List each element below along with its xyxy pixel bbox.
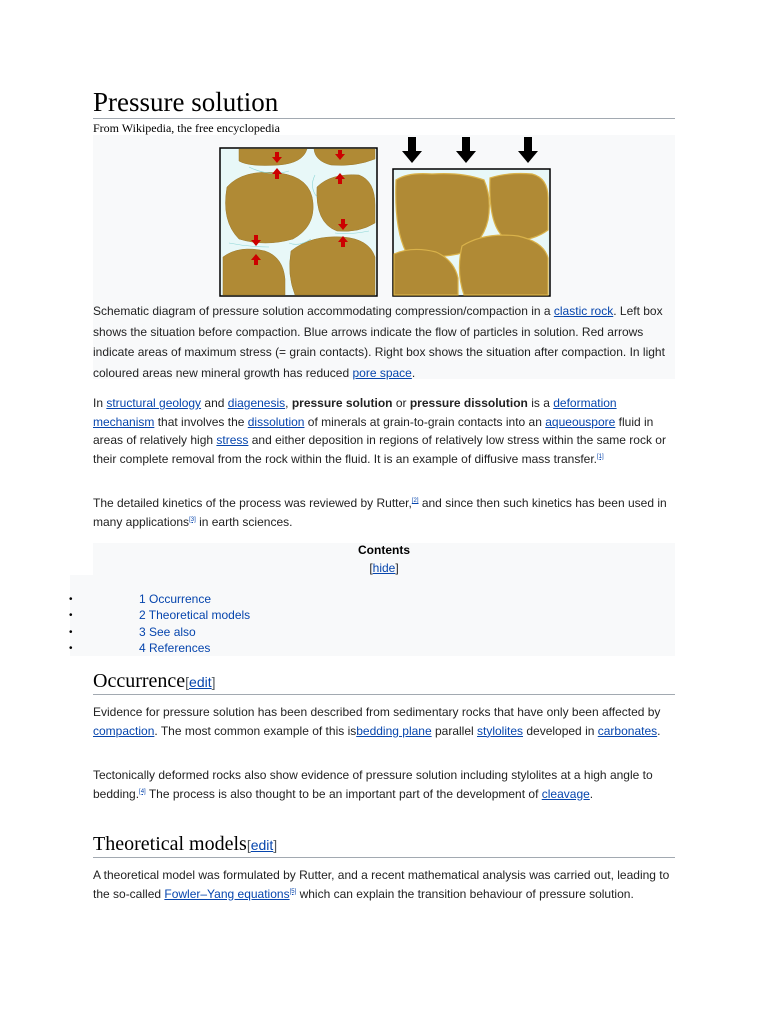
toc-background [70, 575, 93, 656]
figure-caption [93, 301, 681, 383]
grain [459, 235, 548, 295]
bullet-icon: • [69, 610, 73, 621]
link-cleavage[interactable]: cleavage [541, 786, 590, 801]
diagram-after [392, 168, 551, 297]
caption-text: . [411, 365, 416, 380]
term-pressure-dissolution: pressure dissolution [409, 396, 528, 410]
caption-text: Schematic diagram of pressure solution accommodating compression/compaction in a [93, 304, 554, 318]
load-arrow-down-icon [456, 137, 476, 163]
link-bedding-plane[interactable]: bedding plane [356, 723, 432, 738]
load-arrow-down-icon [402, 137, 422, 163]
toc-item-see-also[interactable]: 3 See also [139, 625, 196, 639]
ref-4[interactable]: [4] [139, 788, 146, 795]
diagram-before [219, 147, 378, 297]
link-clastic-rock[interactable]: clastic rock [553, 304, 614, 318]
intro-paragraph: In structural geology and diagenesis, pressure solution or pressure dissolution is a deformation mechanism that involves the dissolution of minerals at grain-to-grain contacts into an aqueouspore fluid in areas of relatively high stress and either deposition in regions of relatively low stress within the same rock or their complete removal from the rock within the fluid. It is an example of diffusive mass transfer.[1] [93, 396, 666, 466]
kinetics-paragraph: The detailed kinetics of the process was reviewed by Rutter,[2] and since then such kinetics has been used in many applications[3] in earth sciences. [93, 496, 667, 529]
toc-title: Contents [358, 543, 410, 557]
edit-link-theoretical-models[interactable]: edit [250, 837, 274, 853]
link-pore-space[interactable]: pore space [352, 365, 412, 380]
grain [290, 237, 375, 295]
occurrence-paragraph-1: Evidence for pressure solution has been described from sedimentary rocks that have only been affected by compaction. The most common example of this isbedding plane parallel stylolites developed in carbonates. [93, 705, 661, 738]
table-of-contents [93, 543, 675, 656]
models-paragraph: A theoretical model was formulated by Rutter, and a recent mathematical analysis was carried out, leading to the so-called Fowler–Yang equations[5] which can explain the transition behaviour of pressure solution. [93, 868, 670, 901]
link-fowler-yang-equations[interactable]: Fowler–Yang equations [164, 886, 290, 901]
link-diagenesis[interactable]: diagenesis [227, 396, 286, 410]
link-pore[interactable]: pore [591, 414, 616, 429]
edit-link-occurrence[interactable]: edit [189, 674, 212, 690]
heading-theoretical-models: Theoretical models[edit] [93, 832, 675, 858]
load-arrow-down-icon [518, 137, 538, 163]
link-stylolites[interactable]: stylolites [477, 723, 524, 738]
bullet-icon: • [69, 594, 73, 605]
toc-item-references[interactable]: 4 References [139, 641, 211, 655]
link-deformation-mechanism[interactable]: deformation mechanism [93, 396, 617, 429]
toc-hide-link[interactable]: hide [372, 561, 396, 575]
page-tagline: From Wikipedia, the free encyclopedia [93, 121, 280, 135]
link-compaction[interactable]: compaction [93, 723, 155, 738]
toc-hide: [hide] [369, 561, 399, 575]
occurrence-paragraph-2: Tectonically deformed rocks also show evidence of pressure solution including stylolites at a high angle to bedding.[4] The process is also thought to be an important part of the development of cleavage. [93, 768, 653, 801]
ref-1[interactable]: [1] [597, 453, 604, 460]
bullet-icon: • [69, 643, 73, 654]
bullet-icon: • [69, 627, 73, 638]
link-stress[interactable]: stress [216, 433, 249, 447]
grain [317, 175, 375, 232]
link-structural-geology[interactable]: structural geology [106, 396, 202, 410]
load-arrows [395, 135, 550, 167]
page-title: Pressure solution [93, 86, 675, 119]
link-aqueous[interactable]: aqueous [545, 414, 592, 429]
grain [490, 174, 548, 241]
heading-occurrence: Occurrence[edit] [93, 669, 675, 695]
ref-3[interactable]: [3] [189, 516, 196, 523]
caption-text: . Left box shows the situation before compaction. Blue arrows indicate the flow of particles in solution. Red arrows indicate areas of maximum stress (= grain contacts). Right box shows the situation after compaction. In light coloured areas new mineral growth has reduced [93, 304, 665, 380]
grain [226, 172, 314, 243]
edit-section: [edit] [246, 837, 278, 853]
ref-2[interactable]: [2] [411, 498, 419, 504]
ref-5[interactable]: [5] [289, 888, 297, 895]
toc-item-theoretical-models[interactable]: 2 Theoretical models [139, 608, 251, 622]
link-dissolution[interactable]: dissolution [247, 414, 305, 429]
term-pressure-solution: pressure solution [291, 396, 393, 410]
link-carbonates[interactable]: carbonates [597, 723, 658, 738]
toc-item-occurrence[interactable]: 1 Occurrence [139, 592, 212, 606]
edit-section: [edit] [185, 674, 216, 690]
